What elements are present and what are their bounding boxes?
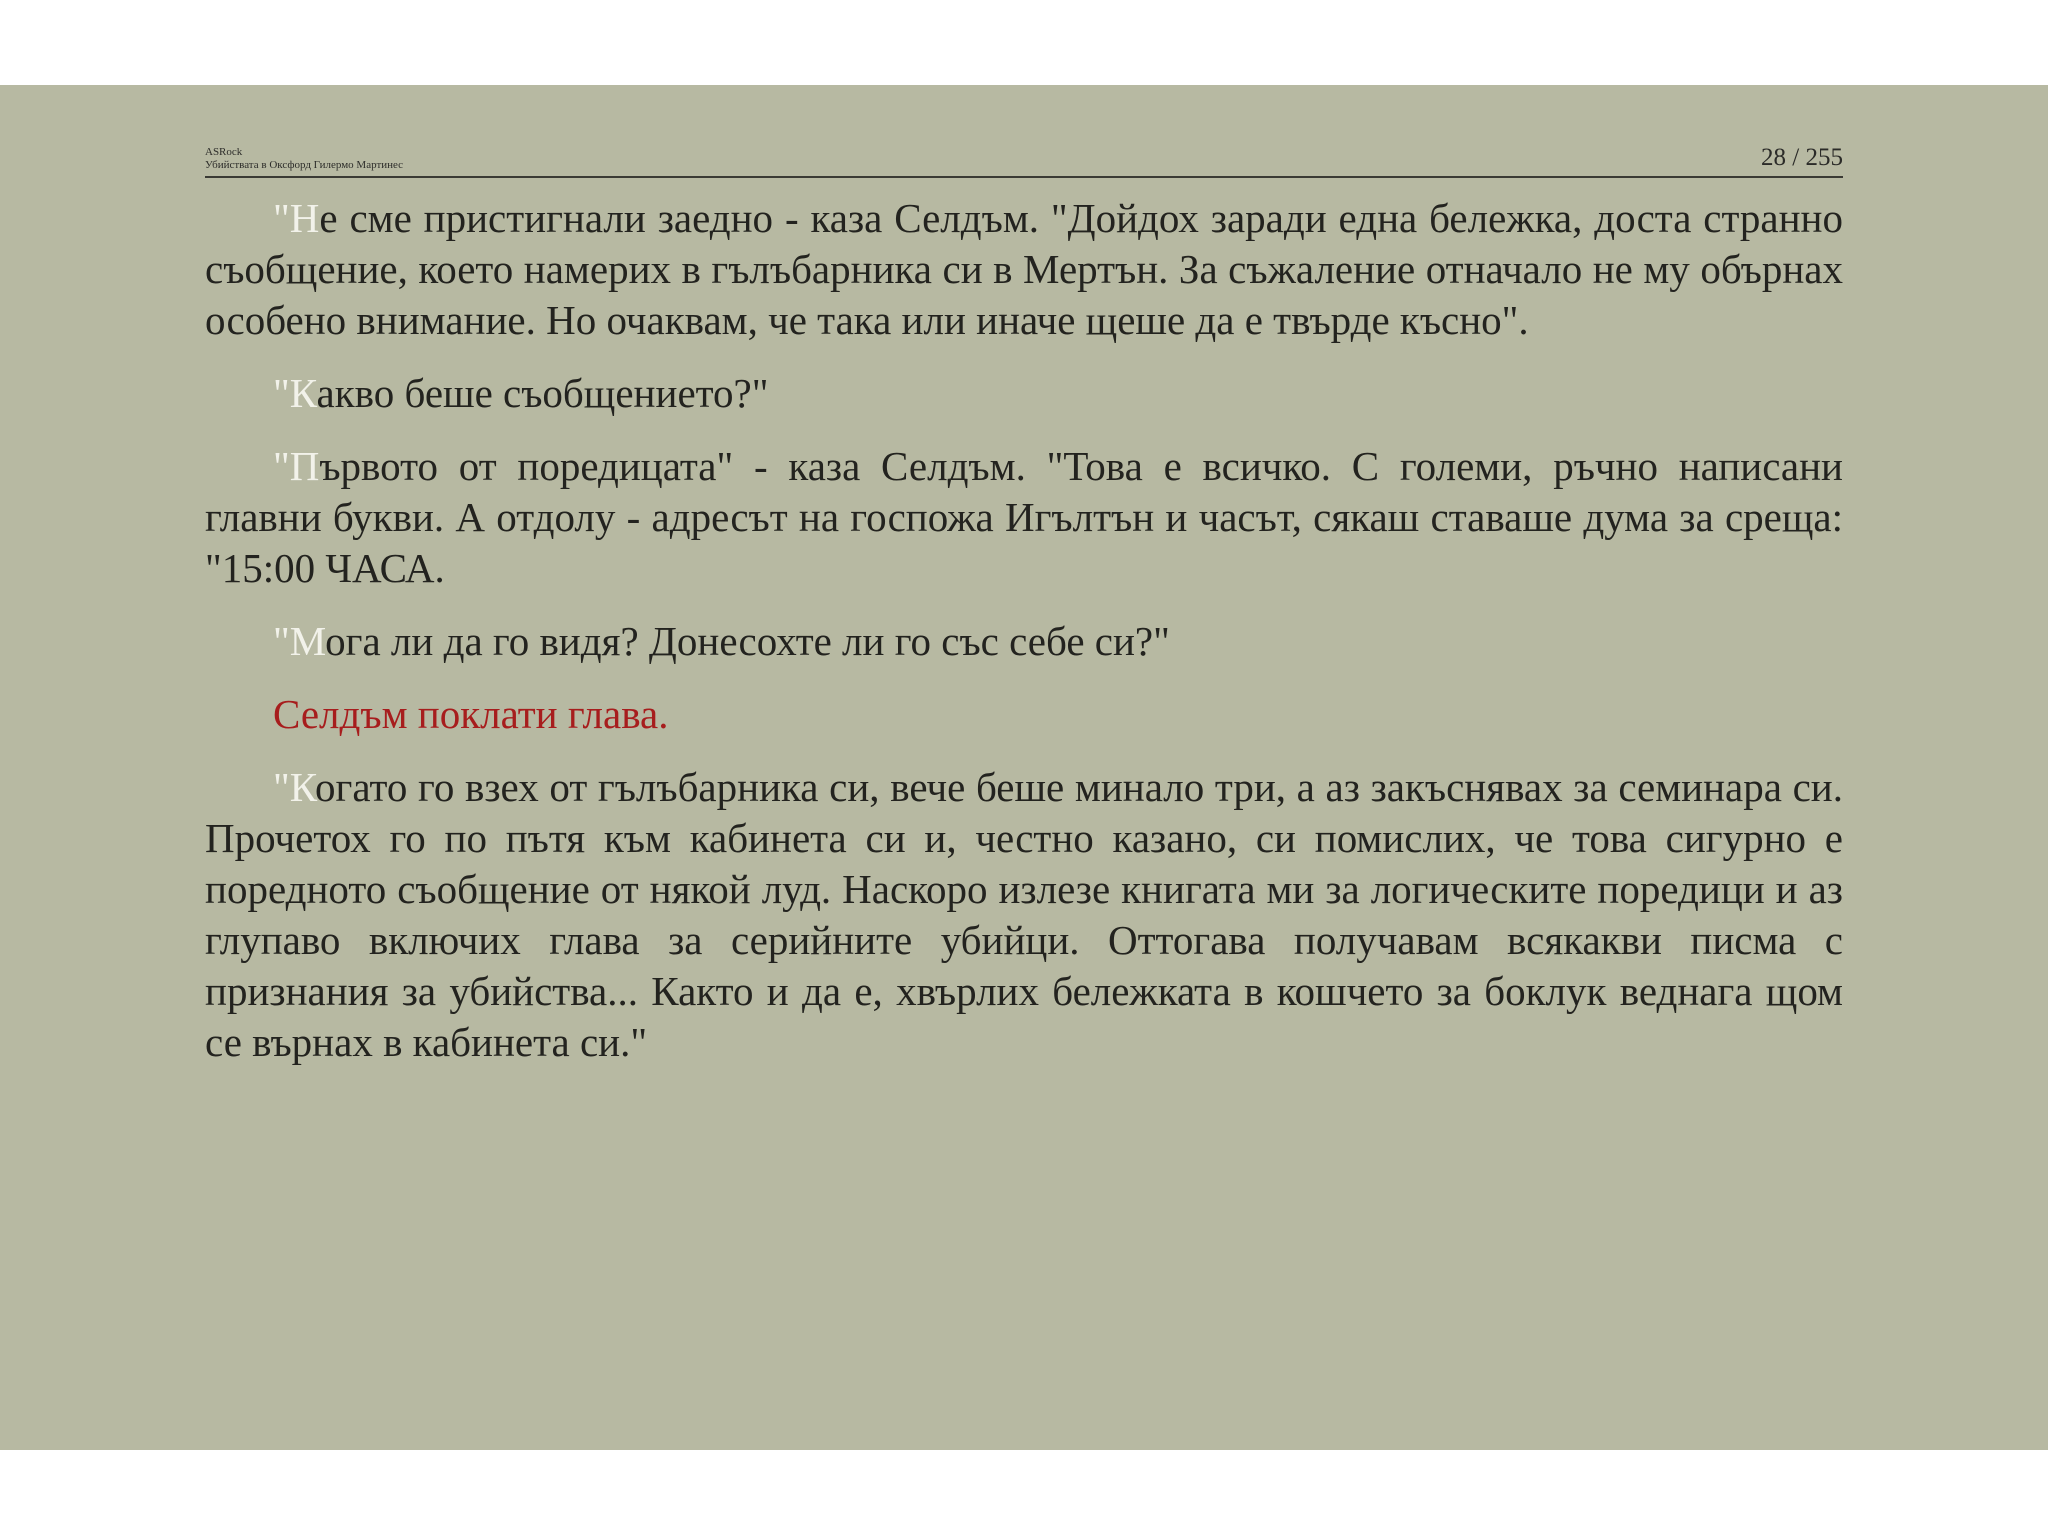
paragraph-prefix: "К xyxy=(273,370,317,416)
paragraph-prefix: "М xyxy=(273,618,326,664)
paragraph-text: ога ли да го видя? Донесохте ли го със себе си?" xyxy=(325,618,1170,664)
paragraph-text: огато го взех от гълъбарника си, вече беше минало три, а аз закъснявах за семинара си. Прочетох го по пътя към кабинета си и, честно казано, си помислих, че това сигурно е поредното съобщение от някой луд. Наскоро излезе книгата ми за логическите поредици и аз глупаво включих глава за серийните убийци. Оттогава получавам всякакви писма с признания за убийства... Както и да е, хвърлих бележката в кошчето за боклук веднага щом се върнах в кабинета си." xyxy=(205,764,1843,1065)
book-meta xyxy=(205,146,403,172)
paragraph xyxy=(205,368,1843,419)
paragraph-red xyxy=(205,689,1843,740)
paragraph-text: е сме пристигнали заедно - каза Селдъм. "Дойдох заради една бележка, доста странно съобщение, което намерих в гълъбарника си в Мертън. За съжаление отначало не му обърнах особено внимание. Но очаквам, че така или иначе щеше да е твърде късно". xyxy=(205,195,1843,343)
paragraph xyxy=(205,616,1843,667)
paragraph-text: Селдъм поклати глава. xyxy=(273,691,669,737)
paragraph-prefix: "К xyxy=(273,764,316,810)
page-header xyxy=(205,140,1843,178)
paragraph-text: ървото от поредицата" - каза Селдъм. "Това е всичко. С големи, ръчно написани главни букви. А отдолу - адресът на госпожа Игълтън и часът, сякаш ставаше дума за среща: "15:00 ЧАСА. xyxy=(205,443,1843,591)
paragraph xyxy=(205,441,1843,594)
paragraph xyxy=(205,762,1843,1068)
page-number: 28 / 255 xyxy=(1761,144,1843,171)
paragraph-text: акво беше съобщението?" xyxy=(316,370,769,416)
paragraph-prefix: "П xyxy=(273,443,320,489)
paragraph xyxy=(205,193,1843,346)
book-text xyxy=(205,193,1843,1068)
paragraph-prefix: "Н xyxy=(273,195,320,241)
publisher-label: ASRock xyxy=(205,146,243,158)
book-title-author: Убийствата в Оксфорд Гилермо Мартинес xyxy=(205,159,404,171)
